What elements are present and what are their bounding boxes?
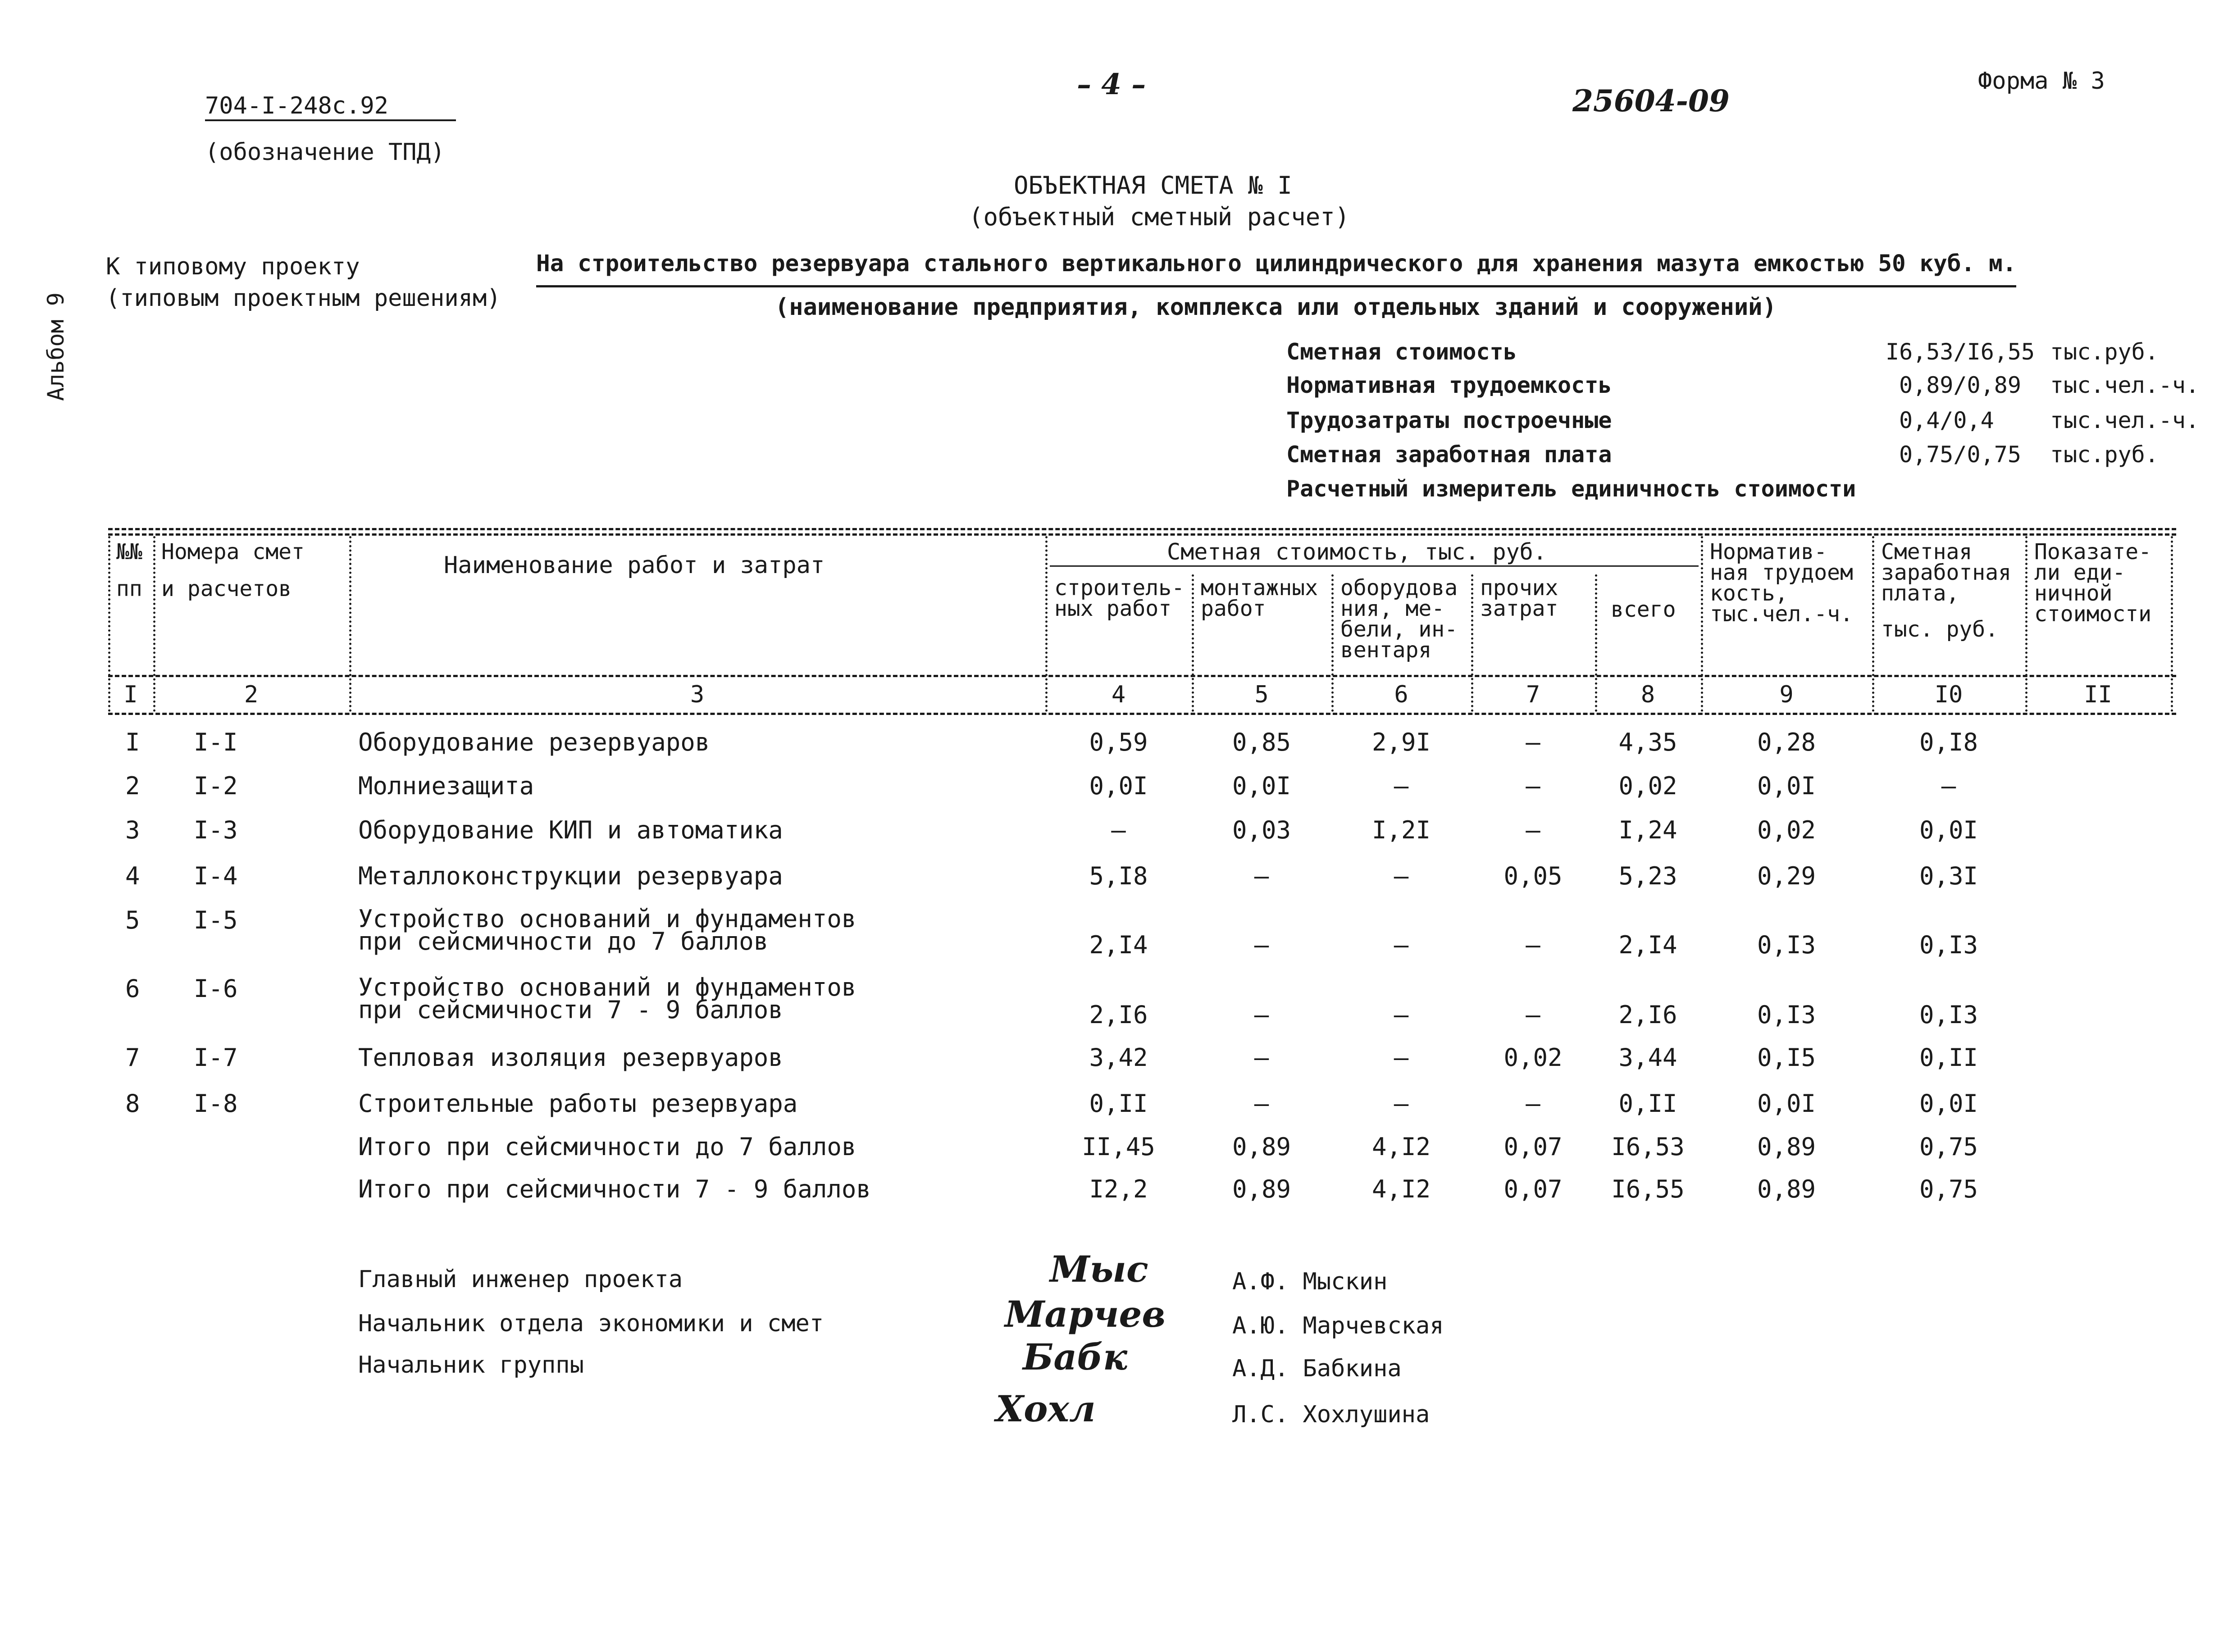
row-construction-cost: 0,II [1089,1089,1148,1118]
total-cost: I6,53 [1611,1133,1685,1161]
table-row [0,973,2237,1039]
row-wages: 0,II [1919,1043,1978,1072]
document-code: 704-I-248c.92 [205,92,456,121]
table-top-rule-2 [108,533,2176,536]
column-number: 7 [1526,681,1540,708]
row-estimate-number: I-7 [194,1043,238,1072]
column-number: 9 [1779,681,1794,708]
header-col4-line1: строитель- [1054,575,1185,601]
row-equipment-cost: 2,9I [1371,728,1431,756]
row-equipment-cost: – [1394,931,1409,959]
header-col10-line3: плата, [1881,581,1959,606]
table-row [0,864,2237,909]
row-number: 7 [125,1043,140,1072]
header-col1-line2: пп [116,576,142,601]
col-divider [2171,536,2173,712]
row-estimate-number: I-6 [194,974,238,1003]
row-construction-cost: 2,I6 [1089,1001,1148,1029]
row-number: 4 [125,862,140,890]
header-col6-line2: ния, ме- [1340,596,1445,621]
signatory-role: Начальник группы [358,1352,584,1379]
project-label-line1: К типовому проекту [106,253,360,280]
row-labor: 0,0I [1757,1089,1816,1118]
header-col11-line4: стоимости [2034,601,2152,627]
row-construction-cost: 3,42 [1089,1043,1148,1072]
row-installation-cost: 0,03 [1232,816,1291,844]
row-estimate-number: I-2 [194,772,238,800]
row-labor: 0,I3 [1757,1001,1816,1029]
row-number: 3 [125,816,140,844]
row-work-name: Оборудование резервуаров [358,728,710,756]
row-work-name: Устройство оснований и фундаментов при сейсмичности 7 - 9 баллов [358,973,857,1024]
signatory-name: А.Д. Бабкина [1232,1355,1402,1382]
table-row [0,774,2237,819]
row-equipment-cost: – [1394,862,1409,890]
row-estimate-number: I-5 [194,906,238,934]
row-other-cost: – [1526,931,1540,959]
row-other-cost: – [1526,1089,1540,1118]
row-equipment-cost: – [1394,772,1409,800]
row-installation-cost: – [1254,1001,1269,1029]
row-labor: 0,0I [1757,772,1816,800]
row-total-cost: 0,II [1618,1089,1677,1118]
row-total-cost: 3,44 [1618,1043,1677,1072]
total-construction-cost: I2,2 [1089,1175,1148,1203]
row-estimate-number: I-4 [194,862,238,890]
table-row [0,905,2237,971]
row-labor: 0,28 [1757,728,1816,756]
row-equipment-cost: – [1394,1001,1409,1029]
summary-value: 0,75/0,75 [1899,441,2021,468]
header-col1-line1: №№ [116,539,142,564]
row-wages: 0,I3 [1919,1001,1978,1029]
column-number: 8 [1640,681,1655,708]
row-estimate-number: I-I [194,728,238,756]
row-equipment-cost: I,2I [1371,816,1431,844]
total-labor: 0,89 [1757,1133,1816,1161]
row-installation-cost: 0,85 [1232,728,1291,756]
row-construction-cost: – [1111,816,1126,844]
header-bottom-rule [108,675,2176,677]
row-number: 2 [125,772,140,800]
summary-label: Нормативная трудоемкость [1286,372,1612,398]
summary-label: Сметная заработная плата [1286,441,1612,468]
row-installation-cost: – [1254,862,1269,890]
row-other-cost: – [1526,772,1540,800]
row-equipment-cost: – [1394,1043,1409,1072]
project-label-line2: (типовым проектным решениям) [106,285,501,312]
row-number: 5 [125,906,140,934]
total-installation-cost: 0,89 [1232,1175,1291,1203]
header-col6-line3: бели, ин- [1340,617,1458,642]
header-col11-line1: Показате- [2034,539,2152,564]
signatory-role: Главный инженер проекта [358,1266,683,1293]
row-work-name: Строительные работы резервуара [358,1089,798,1118]
signatory-name: А.Ф. Мыскин [1232,1268,1388,1295]
row-number: 8 [125,1089,140,1118]
total-labor: 0,89 [1757,1175,1816,1203]
row-work-name: Устройство оснований и фундаментов при сейсмичности до 7 баллов [358,905,857,956]
row-estimate-number: I-8 [194,1089,238,1118]
header-col10-line1: Сметная [1881,539,1973,564]
row-equipment-cost: – [1394,1089,1409,1118]
row-work-name: Тепловая изоляция резервуаров [358,1043,783,1072]
row-wages: 0,3I [1919,862,1978,890]
signatory-name: Л.С. Хохлушина [1232,1401,1430,1428]
row-total-cost: I,24 [1618,816,1677,844]
row-total-cost: 2,I4 [1618,931,1677,959]
summary-unit: тыс.чел.-ч. [2050,372,2200,398]
signatory-name: А.Ю. Марчевская [1232,1312,1444,1339]
row-construction-cost: 0,0I [1089,772,1148,800]
signatory-role: Начальник отдела экономики и смет [358,1310,824,1337]
header-col2-line1: Номера смет [161,539,305,564]
column-number: 6 [1394,681,1408,708]
row-other-cost: 0,05 [1503,862,1563,890]
row-other-cost: – [1526,728,1540,756]
header-col9-line1: Норматив- [1710,539,1827,564]
total-label: Итого при сейсмичности до 7 баллов [358,1133,857,1161]
summary-value: I6,53/I6,55 [1886,339,2035,365]
column-number: I0 [1934,681,1963,708]
row-work-name: Оборудование КИП и автоматика [358,816,783,844]
row-total-cost: 0,02 [1618,772,1677,800]
table-top-rule [108,528,2176,530]
column-number: 4 [1111,681,1126,708]
document-title: ОБЪЕКТНАЯ СМЕТА № I [1014,171,1292,200]
row-construction-cost: 2,I4 [1089,931,1148,959]
row-labor: 0,I5 [1757,1043,1816,1072]
table-row [0,730,2237,775]
row-other-cost: – [1526,1001,1540,1029]
header-col5-line2: работ [1201,596,1266,621]
project-name: На строительство резервуара стального вертикального цилиндрического для хранения мазута емкостью 50 куб. м. [536,250,2016,287]
row-installation-cost: – [1254,1043,1269,1072]
row-labor: 0,02 [1757,816,1816,844]
row-installation-cost: 0,0I [1232,772,1291,800]
header-col4-line2: ных работ [1054,596,1172,621]
handwritten-signature: Хохл [996,1388,1096,1430]
row-wages: 0,I8 [1919,728,1978,756]
row-number: I [125,728,140,756]
table-total-row [0,1134,2237,1179]
row-wages: 0,0I [1919,1089,1978,1118]
row-wages: 0,I3 [1919,931,1978,959]
colnum-bottom-rule [108,713,2176,715]
row-wages: – [1941,772,1956,800]
row-total-cost: 2,I6 [1618,1001,1677,1029]
row-labor: 0,29 [1757,862,1816,890]
document-code-caption: (обозначение ТПД) [205,139,445,166]
form-label: Форма № 3 [1978,68,2105,95]
total-label: Итого при сейсмичности 7 - 9 баллов [358,1175,871,1203]
column-number: 2 [244,681,259,708]
column-number: 5 [1254,681,1269,708]
summary-label: Трудозатраты построечные [1286,407,1612,433]
summary-value: 0,4/0,4 [1899,407,1994,433]
summary-label: Расчетный измеритель единичность стоимости [1286,476,1856,502]
header-col11-line3: ничной [2034,581,2113,606]
header-cost-group: Сметная стоимость, тыс. руб. [1167,539,1547,565]
group-header-underline [1050,565,1699,567]
handwritten-signature: Марчев [1005,1293,1166,1335]
table-total-row [0,1177,2237,1222]
header-col9-line3: кость, [1710,581,1788,606]
header-col9-line4: тыс.чел.-ч. [1710,601,1853,627]
column-number: II [2084,681,2112,708]
row-installation-cost: – [1254,1089,1269,1118]
header-col10-line4: тыс. руб. [1881,617,1999,642]
row-total-cost: 4,35 [1618,728,1677,756]
row-work-name: Металлоконструкции резервуара [358,862,783,890]
header-col8: всего [1611,597,1676,622]
row-estimate-number: I-3 [194,816,238,844]
total-cost: I6,55 [1611,1175,1685,1203]
total-construction-cost: II,45 [1082,1133,1155,1161]
column-number: 3 [690,681,705,708]
row-number: 6 [125,974,140,1003]
row-total-cost: 5,23 [1618,862,1677,890]
table-row [0,1091,2237,1136]
handwritten-signature: Бабк [1023,1336,1128,1378]
row-wages: 0,0I [1919,816,1978,844]
summary-label: Сметная стоимость [1286,339,1517,365]
header-col2-line2: и расчетов [161,576,292,601]
document-subtitle: (объектный сметный расчет) [969,203,1350,231]
project-name-caption: (наименование предприятия, комплекса или отдельных зданий и сооружений) [775,294,1777,321]
total-equipment-cost: 4,I2 [1371,1175,1431,1203]
summary-value: 0,89/0,89 [1899,372,2021,398]
row-installation-cost: – [1254,931,1269,959]
total-other-cost: 0,07 [1503,1133,1563,1161]
row-other-cost: 0,02 [1503,1043,1563,1072]
total-equipment-cost: 4,I2 [1371,1133,1431,1161]
total-wages: 0,75 [1919,1175,1978,1203]
row-other-cost: – [1526,816,1540,844]
header-col6-line4: вентаря [1340,637,1432,663]
header-col7-line1: прочих [1480,575,1558,601]
summary-unit: тыс.руб. [2050,441,2159,468]
header-col7-line2: затрат [1480,596,1558,621]
header-col9-line2: ная трудоем [1710,560,1853,585]
table-row [0,1045,2237,1090]
summary-unit: тыс.чел.-ч. [2050,407,2200,433]
column-number: I [123,681,138,708]
row-construction-cost: 5,I8 [1089,862,1148,890]
total-other-cost: 0,07 [1503,1175,1563,1203]
row-work-name: Молниезащита [358,772,534,800]
header-col5-line1: монтажных [1201,575,1318,601]
header-col10-line2: заработная [1881,560,2011,585]
album-side-label: Альбом 9 [43,292,69,401]
header-col11-line2: ли еди- [2034,560,2126,585]
total-installation-cost: 0,89 [1232,1133,1291,1161]
row-labor: 0,I3 [1757,931,1816,959]
page-number: – 4 – [1077,68,1146,101]
table-row [0,818,2237,863]
handwritten-registration-number: 25604-09 [1572,83,1730,118]
row-construction-cost: 0,59 [1089,728,1148,756]
header-col3: Наименование работ и затрат [444,552,825,579]
total-wages: 0,75 [1919,1133,1978,1161]
handwritten-signature: Мыс [1050,1248,1148,1290]
summary-unit: тыс.руб. [2050,339,2159,365]
header-col6-line1: оборудова [1340,575,1458,601]
